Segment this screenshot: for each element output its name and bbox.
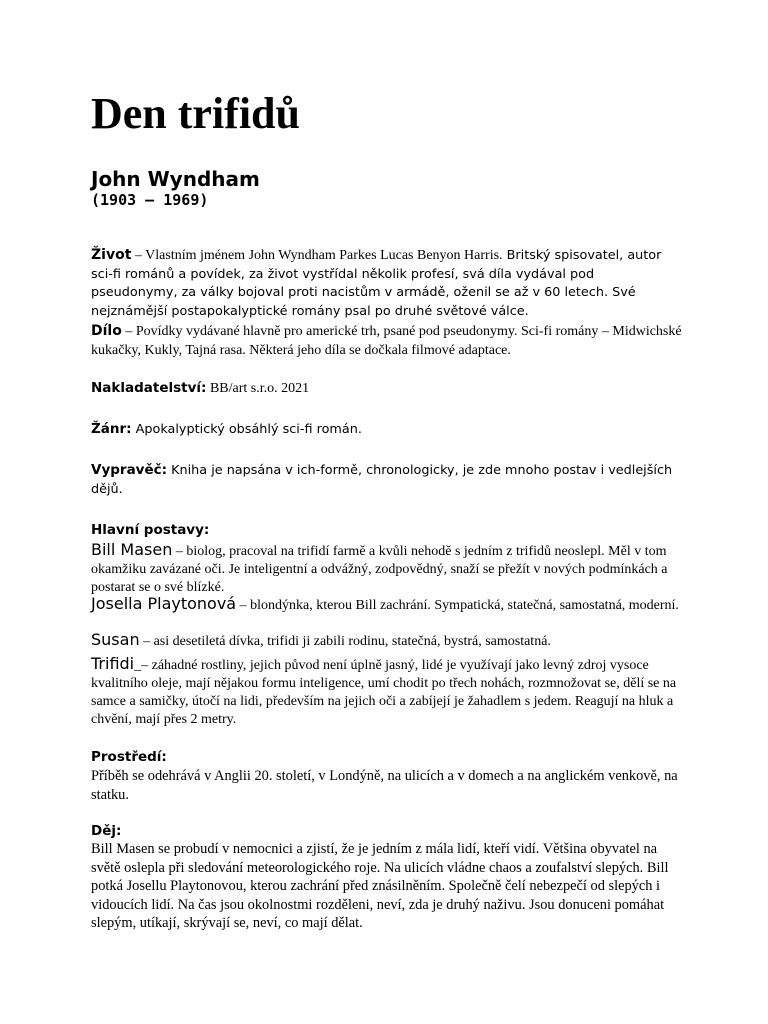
narrator-paragraph (91, 461, 683, 499)
character-description: záhadné rostliny, jejich původ není úplně jasný, lidé je využívají jako levný zdroj vysoce kvalitního oleje, mají nějakou formu inteligence, umí chodit po třech nohách, rozmnožovat se, dělí se na samce a samičky, útočí na lidi, především na jejich oči a zabíjejí je žahadlem s jedem. Reagují na hluk a chvění, mají přes 2 metry. (91, 658, 677, 727)
characters-heading: Hlavní postavy: (91, 522, 210, 538)
life-text-serif: Vlastním jménem John Wyndham Parkes Lucas Benyon Harris. (145, 248, 503, 263)
life-dash: – (131, 248, 146, 263)
work-label: Dílo (91, 323, 122, 339)
character-entry (91, 655, 683, 729)
genre-value: Apokalyptický obsáhlý sci-fi román. (131, 422, 362, 437)
life-label: Život (91, 247, 132, 263)
work-paragraph (91, 322, 683, 360)
plot-text: Bill Masen se probudí v nemocnici a zjistí, že je jedním z mála lidí, kteří vidí. Většina obyvatel na světě oslepla při sledování meteorologického roje. Na ulicích vládne chaos a zoufalství slepých. Bill potká Josellu Playtonovou, kterou zachrání před znásilněním. Společně čelí nebezpečí od slepých i vidoucích lidí. Na čas jsou okolnostmi rozděleni, neví, zda je druhý naživu. Jsou donuceni pomáhat slepým, utíkají, skrývají se, neví, co mají dělat. (91, 841, 669, 932)
character-entry (91, 595, 683, 615)
genre-line (91, 420, 683, 440)
setting-text: Příběh se odehrává v Anglii 20. století, v Londýně, na ulicích a v domech a na anglickém venkově, na statku. (91, 768, 678, 803)
character-name: Susan (91, 630, 140, 649)
character-separator: _– (134, 658, 152, 673)
life-paragraph (91, 246, 683, 321)
life-text-sans: Britský spisovatel, autor sci-fi románů a povídek, za život vystřídal několik profesí, svá díla vydával pod pseudonymy, za války bojoval proti nacistům v armádě, oženil se až v 60 letech. Své nejznámější postapokalyptické romány psal po druhé světové válce. (91, 248, 662, 319)
character-name: Bill Masen (91, 540, 173, 559)
character-description: – asi desetiletá dívka, trifidi ji zabili rodinu, statečná, bystrá, samostatná. (139, 634, 551, 649)
publisher-line (91, 379, 683, 399)
character-name: Trifidi (91, 654, 135, 673)
character-name: Josella Playtonová (91, 594, 237, 613)
narrator-label: Vypravěč: (91, 462, 168, 478)
author-years: (1903 – 1969) (91, 191, 209, 209)
character-description: – blondýnka, kterou Bill zachrání. Sympatická, statečná, samostatná, moderní. (236, 598, 679, 613)
work-dash: – (121, 324, 136, 339)
publisher-value: BB/art s.r.o. 2021 (206, 381, 310, 396)
setting-heading: Prostředí: (91, 749, 167, 765)
narrator-value: Kniha je napsána v ich-formě, chronologicky, je zde mnoho postav i vedlejších dějů. (91, 463, 673, 497)
character-entry (91, 631, 683, 651)
character-entry (91, 541, 683, 597)
genre-label: Žánr: (91, 421, 132, 437)
character-description: – biolog, pracoval na trifidí farmě a kvůli nehodě s jedním z trifidů neoslepl. Měl v tom okamžiku zavázané oči. Je inteligentní a odvážný, zodpovědný, snaží se přežít v nových podmínkách a postarat se o své blízké. (91, 544, 668, 595)
publisher-label: Nakladatelství: (91, 380, 207, 396)
plot-heading: Děj: (91, 823, 122, 839)
work-text: Povídky vydávané hlavně pro americké trh, psané pod pseudonymy. Sci-fi romány – Midwichské kukačky, Kukly, Tajná rasa. Některá jeho díla se dočkala filmové adaptace. (91, 324, 682, 358)
author-name: John Wyndham (91, 167, 260, 191)
page-title: Den trifidů (91, 89, 300, 138)
